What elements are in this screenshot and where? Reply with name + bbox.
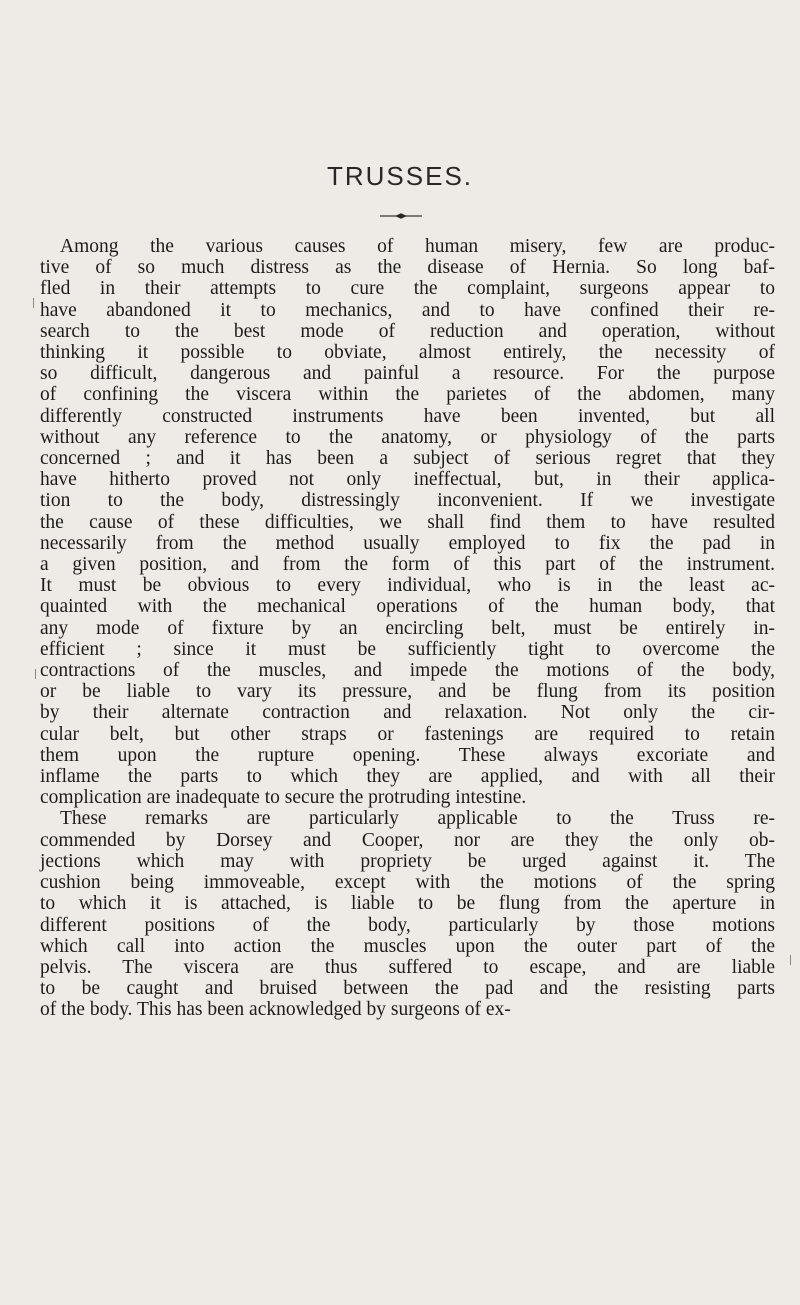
- paragraph: [40, 236, 775, 808]
- text-line: commended by Dorsey and Cooper, nor are they the only ob-: [40, 829, 775, 851]
- text-line: to which it is attached, is liable to be flung from the aperture in: [40, 893, 775, 915]
- paragraph: [40, 808, 775, 1020]
- text-line: different positions of the body, particularly by those motions: [40, 914, 775, 936]
- margin-mark: [33, 298, 34, 308]
- margin-mark: [35, 669, 36, 679]
- text-line: so difficult, dangerous and painful a resource. For the purpose: [40, 363, 775, 385]
- text-line: or be liable to vary its pressure, and be flung from its position: [40, 681, 775, 703]
- text-line: any mode of fixture by an encircling belt, must be entirely in-: [40, 617, 775, 639]
- text-line: them upon the rupture opening. These always excoriate and: [40, 744, 775, 766]
- text-line: which call into action the muscles upon the outer part of the: [40, 935, 775, 957]
- text-line: to be caught and bruised between the pad and the resisting parts: [40, 978, 775, 1000]
- text-line: a given position, and from the form of this part of the instrument.: [40, 554, 775, 576]
- text-line: necessarily from the method usually employed to fix the pad in: [40, 532, 775, 554]
- page-title: TRUSSES.: [326, 161, 474, 191]
- text-line: pelvis. The viscera are thus suffered to escape, and are liable: [40, 956, 775, 978]
- text-line: inflame the parts to which they are applied, and with all their: [40, 766, 775, 788]
- text-line: tion to the body, distressingly inconvenient. If we investigate: [40, 490, 775, 512]
- text-line: complication are inadequate to secure the protruding intestine.: [40, 787, 527, 809]
- text-line: the cause of these difficulties, we shall find them to have resulted: [40, 511, 775, 533]
- text-line: contractions of the muscles, and impede the motions of the body,: [40, 660, 775, 682]
- text-line: concerned ; and it has been a subject of serious regret that they: [40, 448, 775, 470]
- text-line: thinking it possible to obviate, almost entirely, the necessity of: [40, 342, 775, 364]
- text-line: Among the various causes of human misery, few are produc-: [60, 236, 775, 257]
- text-line: efficient ; since it must be sufficiently tight to overcome the: [40, 638, 775, 660]
- text-line: search to the best mode of reduction and operation, without: [40, 320, 775, 342]
- text-line: It must be obvious to every individual, who is in the least ac-: [40, 575, 775, 597]
- text-line: quainted with the mechanical operations of the human body, that: [40, 596, 775, 618]
- text-line: jections which may with propriety be urged against it. The: [40, 850, 775, 872]
- margin-mark: [790, 955, 791, 965]
- text-line: of confining the viscera within the parietes of the abdomen, many: [40, 384, 775, 406]
- text-line: without any reference to the anatomy, or physiology of the parts: [40, 426, 775, 448]
- text-line: tive of so much distress as the disease of Hernia. So long baf-: [40, 257, 775, 279]
- text-line: by their alternate contraction and relaxation. Not only the cir-: [40, 702, 775, 724]
- text-line: fled in their attempts to cure the complaint, surgeons appear to: [40, 278, 775, 300]
- text-line: of the body. This has been acknowledged by surgeons of ex-: [40, 999, 511, 1021]
- text-line: cular belt, but other straps or fastenings are required to retain: [40, 723, 775, 745]
- text-line: have abandoned it to mechanics, and to have confined their re-: [40, 299, 775, 321]
- text-line: These remarks are particularly applicable to the Truss re-: [60, 808, 775, 830]
- decorative-rule: [380, 212, 422, 220]
- text-line: differently constructed instruments have been invented, but all: [40, 405, 775, 427]
- body-text: [40, 236, 775, 1021]
- text-line: have hitherto proved not only ineffectual, but, in their applica-: [40, 469, 775, 491]
- text-line: cushion being immoveable, except with the motions of the spring: [40, 872, 775, 894]
